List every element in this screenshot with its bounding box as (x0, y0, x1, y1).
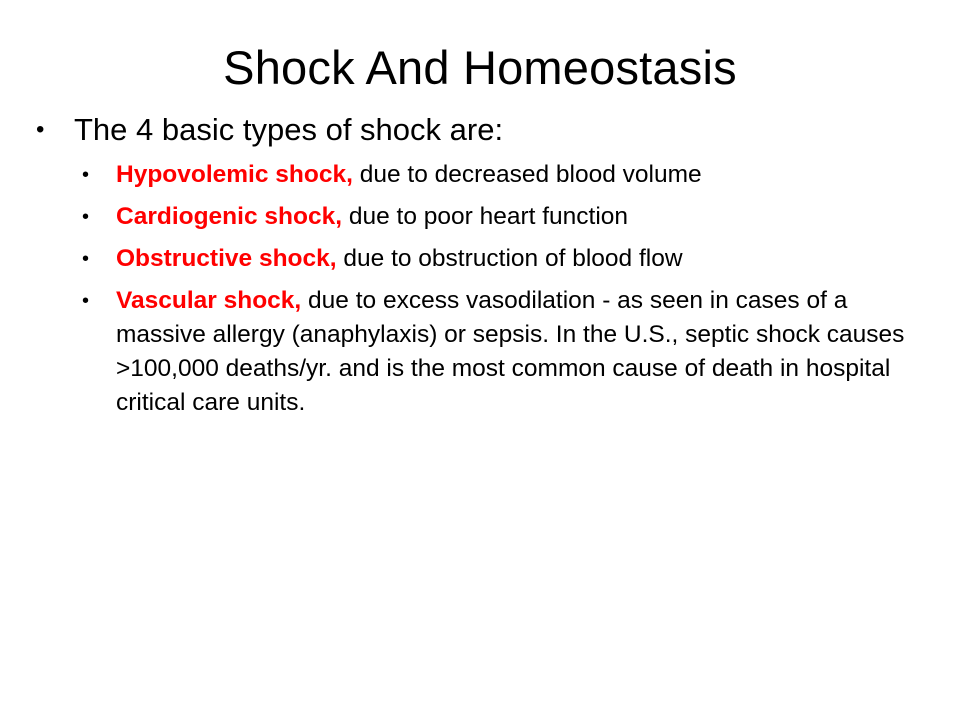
bullet-dot-icon: • (82, 290, 90, 312)
shock-description: due to decreased blood volume (352, 161, 702, 188)
shock-term: Obstructive shock, (116, 245, 337, 272)
slide-title: Shock And Homeostasis (223, 41, 737, 94)
intro-text: The 4 basic types of shock are: (74, 112, 504, 147)
bullet-list (36, 106, 916, 428)
list-item-text (116, 200, 906, 234)
bullet-dot-icon: • (36, 116, 45, 143)
list-item-text (116, 242, 906, 276)
list-item-text (116, 284, 906, 420)
list-item-hypovolemic (82, 158, 916, 192)
list-item-obstructive (82, 242, 916, 276)
shock-term: Vascular shock, (116, 287, 302, 314)
shock-description: due to obstruction of blood flow (336, 245, 683, 272)
bullet-dot-icon: • (82, 164, 90, 186)
bullet-dot-icon: • (82, 248, 90, 270)
shock-description: due to excess vasodilation - as seen in cases of a massive allergy (anaphylaxis) or sepsis. In the U.S., septic shock causes >100,000 deaths/yr. and is the most common cause of death in hospital critical care units. (116, 287, 905, 416)
shock-term: Cardiogenic shock, (116, 203, 343, 230)
shock-term: Hypovolemic shock, (116, 161, 353, 188)
list-item-vascular (82, 284, 916, 420)
shock-description: due to poor heart function (342, 203, 629, 230)
list-item-cardiogenic (82, 200, 916, 234)
list-item-text (116, 158, 906, 192)
shock-types-list (82, 158, 916, 420)
bullet-dot-icon: • (82, 206, 90, 228)
intro-bullet (36, 106, 916, 154)
